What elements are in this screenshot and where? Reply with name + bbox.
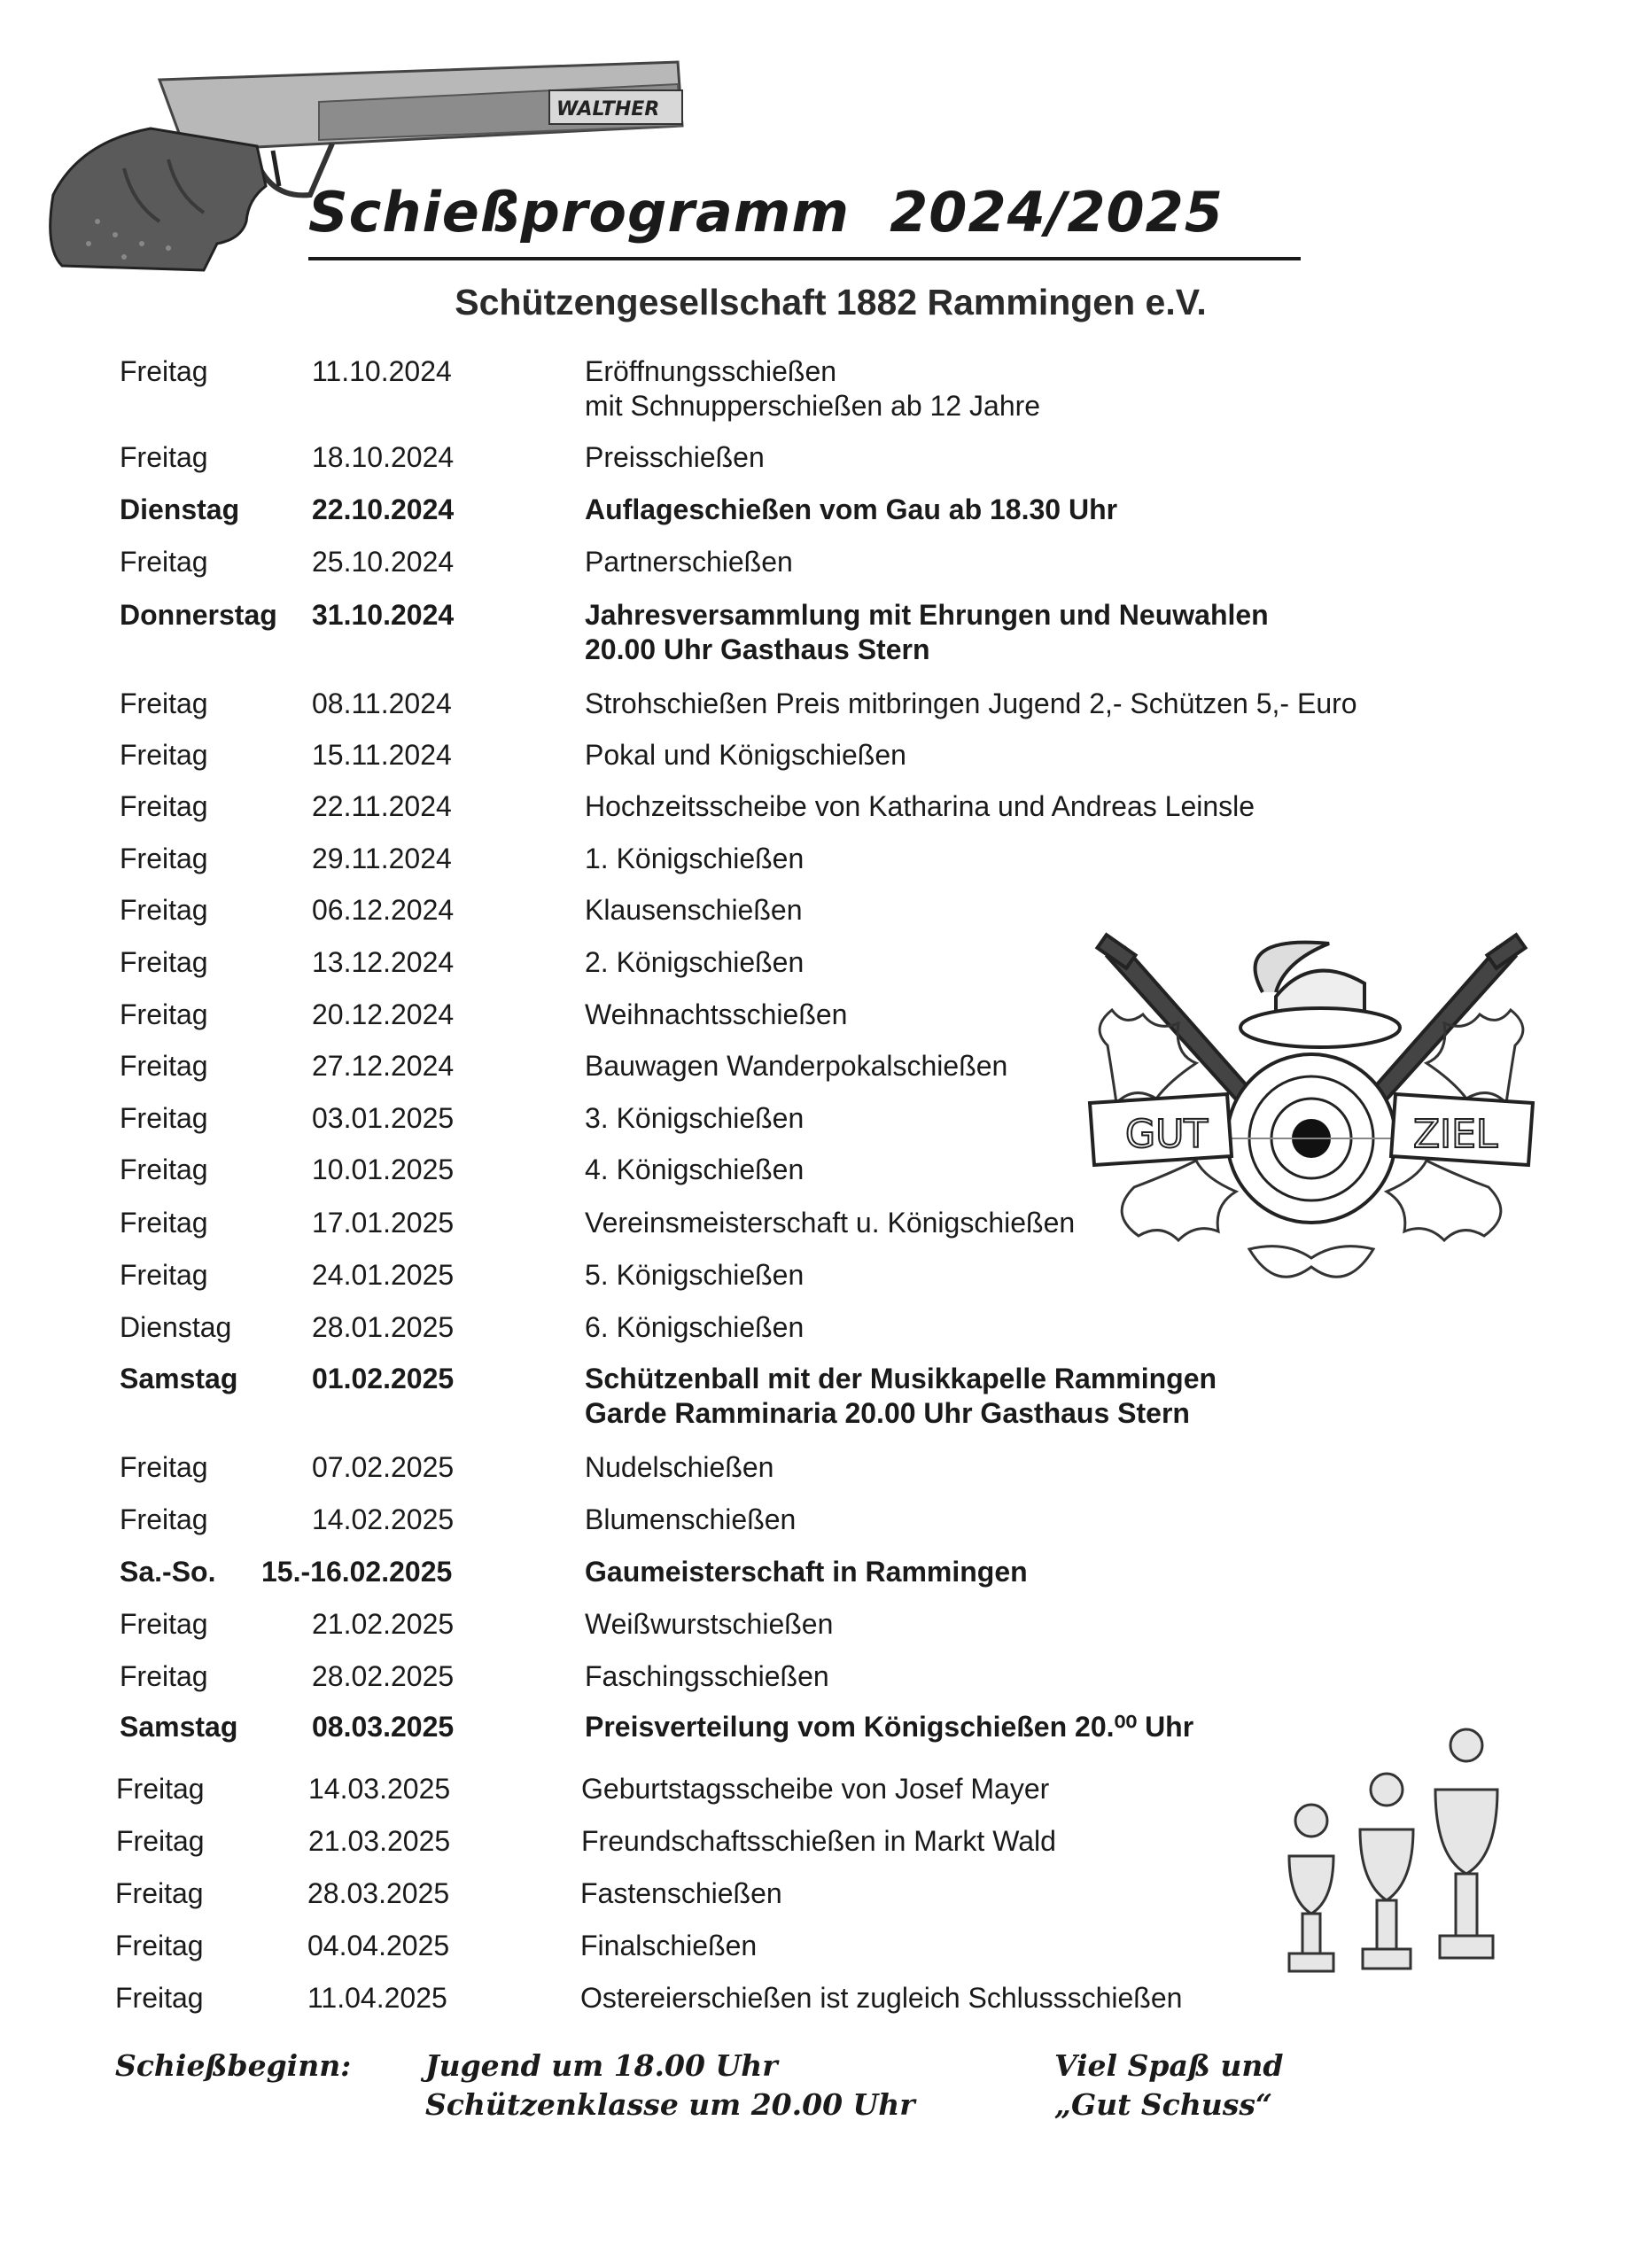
schedule-day: Freitag: [120, 998, 208, 1030]
schedule-day: Dienstag: [120, 493, 240, 525]
schedule-event: [585, 1555, 1028, 1589]
schedule-date: 14.02.2025: [312, 1503, 455, 1535]
schedule-event-line: Faschingsschießen: [585, 1660, 829, 1692]
schedule-event-line: Nudelschießen: [585, 1451, 774, 1483]
schedule-day: Dienstag: [120, 1311, 232, 1343]
schedule-event-line: Auflageschießen vom Gau ab 18.30 Uhr: [585, 493, 1118, 525]
schedule-date: 08.03.2025: [312, 1711, 455, 1743]
schedule-day: Samstag: [120, 1711, 238, 1743]
adult-time: Schützenklasse um 20.00 Uhr: [425, 2087, 915, 2122]
schedule-event-line: Fastenschießen: [580, 1877, 782, 1909]
schedule-day: Freitag: [120, 946, 208, 978]
schedule-day: Freitag: [116, 1773, 205, 1805]
schedule-event: [585, 545, 793, 579]
schedule-event-line: Garde Ramminaria 20.00 Uhr Gasthaus Stern: [585, 1397, 1190, 1429]
schedule-day: Freitag: [120, 790, 208, 822]
schedule-day: Freitag: [120, 687, 208, 719]
schedule-event: [585, 738, 906, 773]
schedule-event-line: 3. Königschießen: [585, 1102, 805, 1134]
schedule-date: 15.11.2024: [312, 739, 452, 771]
schedule-event-line: Finalschießen: [580, 1930, 758, 1961]
schedule-event-line: Pokal und Königschießen: [585, 739, 906, 771]
schedule-event: [585, 998, 847, 1032]
schedule-event-line: Schützenball mit der Musikkapelle Rammingen: [585, 1363, 1217, 1394]
schedule-event-line: Weißwurstschießen: [585, 1608, 834, 1640]
schedule-event: [585, 1450, 773, 1485]
schedule-date: 28.03.2025: [307, 1877, 450, 1909]
schedule-event-line: Preisschießen: [585, 441, 765, 473]
schedule-event: [585, 1659, 829, 1694]
schedule-event-line: Gaumeisterschaft in Rammingen: [585, 1556, 1028, 1588]
schedule-date: 21.03.2025: [308, 1825, 451, 1857]
club-name: Schützengesellschaft 1882 Rammingen e.V.: [455, 282, 1207, 322]
schedule-date: 08.11.2024: [312, 687, 452, 719]
schedule-event: [580, 1981, 1182, 2016]
trophy-icon: [1289, 1805, 1333, 1971]
schedule-date: 04.04.2025: [307, 1930, 450, 1961]
schedule-date: 28.02.2025: [312, 1660, 455, 1692]
schedule-event-line: 2. Königschießen: [585, 946, 805, 978]
schedule-event: [585, 1206, 1075, 1240]
schedule-day: Freitag: [115, 1982, 204, 2014]
schedule-day: Freitag: [120, 1503, 208, 1535]
schedule-date: 25.10.2024: [312, 546, 455, 578]
schedule-event: [585, 598, 1269, 667]
schedule-day: Freitag: [120, 843, 208, 874]
footer-start-label: [115, 2047, 351, 2085]
schedule-event: [585, 1310, 804, 1345]
schedule-day: Freitag: [120, 894, 208, 926]
schedule-event: [585, 1607, 833, 1642]
schedule-day: Freitag: [120, 546, 208, 578]
schedule-event-line: Ostereierschießen ist zugleich Schlussschießen: [580, 1982, 1183, 2014]
schedule-date: 11.10.2024: [312, 355, 452, 387]
schedule-event-line: 6. Königschießen: [585, 1311, 805, 1343]
schedule-date: 24.01.2025: [312, 1259, 455, 1291]
page-title: Schießprogramm 2024/2025: [308, 168, 1301, 260]
schedule-event: [585, 893, 802, 928]
schedule-date: 03.01.2025: [312, 1102, 455, 1134]
schedule-event-line: 5. Königschießen: [585, 1259, 805, 1291]
schedule-day: Freitag: [115, 1930, 204, 1961]
pistol-brand-text: WALTHER: [556, 98, 660, 120]
schedule-event: [580, 1929, 757, 1963]
schedule-event: [580, 1876, 782, 1911]
schedule-event-line: 4. Königschießen: [585, 1153, 805, 1185]
schedule-event: [585, 789, 1255, 824]
schedule-day: Freitag: [120, 1050, 208, 1082]
schedule-event-line: Weihnachtsschießen: [585, 998, 848, 1030]
schedule-date: 31.10.2024: [312, 599, 455, 631]
schedule-event-line: Blumenschießen: [585, 1503, 797, 1535]
schedule-date: 22.10.2024: [312, 493, 455, 525]
schedule-date: 10.01.2025: [312, 1153, 455, 1185]
schedule-event-line: Strohschießen Preis mitbringen Jugend 2,- Schützen 5,- Euro: [585, 687, 1357, 719]
schedule-date: 18.10.2024: [312, 441, 455, 473]
schedule-day: Freitag: [120, 1259, 208, 1291]
schedule-date: 27.12.2024: [312, 1050, 455, 1082]
schedule-event: [585, 1503, 796, 1537]
schedule-day: Freitag: [115, 1877, 204, 1909]
schedule-event: [581, 1772, 1049, 1806]
trophy-icon: [1435, 1729, 1497, 1958]
schedule-event-line: Vereinsmeisterschaft u. Königschießen: [585, 1207, 1076, 1239]
trophy-icon: [1360, 1774, 1413, 1969]
schedule-event-line: Klausenschießen: [585, 894, 803, 926]
schedule-day: Freitag: [120, 1660, 208, 1692]
schedule-event: [585, 1153, 804, 1187]
schedule-day: Samstag: [120, 1363, 238, 1394]
target-icon: [1227, 1054, 1395, 1223]
schedule-day: Freitag: [116, 1825, 205, 1857]
schedule-event-line: 20.00 Uhr Gasthaus Stern: [585, 633, 930, 665]
schedule-day: Freitag: [120, 1153, 208, 1185]
schedule-event: [585, 1258, 804, 1293]
schedule-event: [581, 1824, 1056, 1859]
schedule-event-line: Jahresversammlung mit Ehrungen und Neuwahlen: [585, 599, 1269, 631]
emblem-right-text: ZIEL: [1413, 1112, 1498, 1157]
schedule-day: Freitag: [120, 1207, 208, 1239]
schedule-date: 06.12.2024: [312, 894, 455, 926]
schedule-date: 13.12.2024: [312, 946, 455, 978]
greeting-line-2: „Gut Schuss“: [1054, 2087, 1272, 2122]
footer-greeting: [1054, 2047, 1284, 2124]
schedule-event: [585, 440, 765, 475]
schedule-date: 28.01.2025: [312, 1311, 455, 1343]
schedule-event-line: Bauwagen Wanderpokalschießen: [585, 1050, 1008, 1082]
schedule-event-line: mit Schnupperschießen ab 12 Jahre: [585, 390, 1041, 422]
schedule-day: Freitag: [120, 1451, 208, 1483]
schedule-event: [585, 1710, 1193, 1744]
schedule-day: Freitag: [120, 1608, 208, 1640]
schedule-event: [585, 354, 1040, 423]
schedule-event-line: Hochzeitsscheibe von Katharina und Andreas Leinsle: [585, 790, 1255, 822]
schedule-event-line: Eröffnungsschießen: [585, 355, 837, 387]
schedule-date: 15.-16.02.2025: [261, 1556, 453, 1588]
hat-icon: [1240, 943, 1400, 1047]
footer-times: [425, 2047, 915, 2124]
youth-time: Jugend um 18.00 Uhr: [425, 2048, 778, 2083]
schedule-event: [585, 842, 804, 876]
schedule-date: 01.02.2025: [312, 1363, 455, 1394]
schedule-event-line: Geburtstagsscheibe von Josef Mayer: [581, 1773, 1050, 1805]
schedule-event-line: Preisverteilung vom Königschießen 20.⁰⁰ Uhr: [585, 1711, 1194, 1743]
schedule-date: 29.11.2024: [312, 843, 452, 874]
gut-ziel-emblem: [1072, 921, 1551, 1311]
schedule-event: [585, 945, 804, 980]
trophies-illustration: [1276, 1723, 1515, 1989]
schedule-event: [585, 687, 1357, 721]
schedule-event: [585, 1362, 1217, 1431]
schedule-event-line: Partnerschießen: [585, 546, 793, 578]
schedule-day: Freitag: [120, 739, 208, 771]
schiessbeginn-label: Schießbeginn:: [115, 2048, 352, 2083]
schedule-event-line: Freundschaftsschießen in Markt Wald: [581, 1825, 1056, 1857]
schedule-date: 11.04.2025: [307, 1982, 447, 2014]
schedule-event: [585, 1049, 1007, 1084]
greeting-line-1: Viel Spaß und: [1054, 2048, 1284, 2083]
schedule-date: 22.11.2024: [312, 790, 452, 822]
schedule-date: 14.03.2025: [308, 1773, 451, 1805]
schedule-date: 17.01.2025: [312, 1207, 455, 1239]
emblem-left-text: GUT: [1125, 1112, 1209, 1157]
schedule-day: Freitag: [120, 441, 208, 473]
schedule-event-line: 1. Königschießen: [585, 843, 805, 874]
schedule-day: Freitag: [120, 355, 208, 387]
schedule-event: [585, 493, 1117, 527]
schedule-event: [585, 1101, 804, 1136]
schedule-day: Donnerstag: [120, 599, 277, 631]
schedule-day: Sa.-So.: [120, 1556, 216, 1588]
schedule-date: 07.02.2025: [312, 1451, 455, 1483]
schedule-date: 20.12.2024: [312, 998, 455, 1030]
schedule-date: 21.02.2025: [312, 1608, 455, 1640]
schedule-day: Freitag: [120, 1102, 208, 1134]
